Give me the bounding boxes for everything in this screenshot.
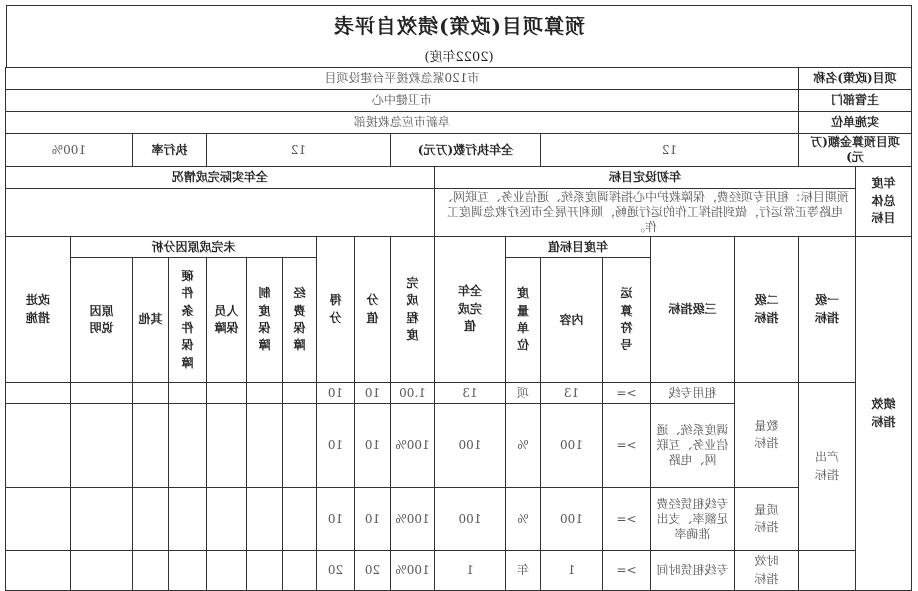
row-score: 10	[316, 404, 354, 488]
row-improve-cell	[5, 551, 70, 591]
row-level3: 调度系统、通信业务、互联网、电路	[650, 404, 734, 488]
row-unit: 项	[505, 383, 540, 404]
row-content: 100	[540, 404, 602, 488]
row-reason-cell	[206, 488, 246, 551]
row-reason-cell	[70, 551, 132, 591]
row-reason-cell	[132, 404, 168, 488]
value-rate: 100%	[5, 134, 132, 167]
row-op: >=	[602, 383, 650, 404]
row-completion: 13	[434, 383, 505, 404]
row-completion: 100	[434, 488, 505, 551]
row-level2: 数量指标	[734, 383, 798, 488]
row-completion: 100	[434, 404, 505, 488]
row-score: 10	[316, 383, 354, 404]
header-reason-system: 制度保障	[246, 258, 282, 383]
row-reason-cell	[132, 383, 168, 404]
header-reason-other: 其他	[132, 258, 168, 383]
row-reason-cell	[168, 488, 206, 551]
value-budget: 12	[540, 134, 798, 167]
label-rate: 执行率	[132, 134, 206, 167]
label-overall-target: 年度总体目标	[856, 167, 912, 237]
row-reason-cell	[132, 488, 168, 551]
row-reason-cell	[282, 551, 316, 591]
row-unit: 年	[505, 551, 540, 591]
row-reason-cell	[246, 404, 282, 488]
label-exec: 全年执行数(万元)	[390, 134, 540, 167]
row-weight: 10	[354, 488, 390, 551]
header-level1: 一级指标	[798, 237, 855, 383]
header-reason-note: 原因说明	[70, 258, 132, 383]
level1-blank	[798, 551, 855, 591]
row-score: 10	[316, 488, 354, 551]
row-weight: 10	[354, 404, 390, 488]
row-content: 1	[540, 551, 602, 591]
label-project-name: 项目(政策)名称	[798, 68, 911, 90]
row-unit: %	[505, 404, 540, 488]
row-reason-cell	[246, 488, 282, 551]
row-reason-cell	[206, 383, 246, 404]
header-unit: 度量单位	[505, 258, 540, 383]
row-reason-cell	[246, 551, 282, 591]
row-degree: 100%	[390, 551, 434, 591]
row-level2: 质量指标	[734, 488, 798, 551]
row-reason-cell	[168, 404, 206, 488]
value-unit: 阜新市应急救援部	[5, 112, 798, 134]
row-reason-cell	[282, 383, 316, 404]
row-reason-cell	[168, 383, 206, 404]
row-level3: 租用专线	[650, 383, 734, 404]
row-reason-cell	[206, 551, 246, 591]
row-degree: 100%	[390, 488, 434, 551]
header-reason-staff: 人员保障	[206, 258, 246, 383]
row-unit: %	[505, 488, 540, 551]
header-reason-funds: 经费保障	[282, 258, 316, 383]
row-op: >=	[602, 488, 650, 551]
row-reason-cell	[206, 404, 246, 488]
header-content: 内容	[540, 258, 602, 383]
actual-text	[5, 189, 434, 237]
row-content: 100	[540, 488, 602, 551]
row-reason-cell	[70, 404, 132, 488]
label-dept: 主管部门	[798, 90, 911, 112]
row-degree: 1.00	[390, 383, 434, 404]
row-reason-cell	[282, 488, 316, 551]
header-weight: 分值	[354, 237, 390, 383]
header-degree: 完成程度	[390, 237, 434, 383]
header-reasons: 未完成原因分析	[70, 237, 316, 258]
row-improve-cell	[5, 404, 70, 488]
row-content: 13	[540, 383, 602, 404]
header-level3: 三级指标	[650, 237, 734, 383]
row-weight: 20	[354, 551, 390, 591]
row-op: >=	[602, 551, 650, 591]
row-level3: 专线租赁经费足额率、支出准确率	[650, 488, 734, 551]
row-score: 20	[316, 551, 354, 591]
row-op: >=	[602, 404, 650, 488]
row-improve-cell	[5, 488, 70, 551]
value-dept: 市卫健中心	[5, 90, 798, 112]
row-completion: 1	[434, 551, 505, 591]
plan-header: 年初设定目标	[434, 167, 855, 189]
label-budget: 项目预算金额(万元)	[798, 134, 911, 167]
evaluation-table	[5, 67, 912, 591]
row-reason-cell	[282, 404, 316, 488]
row-reason-cell	[70, 383, 132, 404]
header-annual-target: 年度目标值	[505, 237, 650, 258]
row-reason-cell	[246, 383, 282, 404]
actual-header: 全年实际完成情况	[5, 167, 434, 189]
header-completion: 全年完成值	[434, 237, 505, 383]
row-degree: 100%	[390, 404, 434, 488]
header-improve: 改进措施	[5, 237, 70, 383]
form-year: (2022年度)	[6, 43, 912, 67]
value-project-name: 市120紧急救援平台建设项目	[5, 68, 798, 90]
row-weight: 10	[354, 383, 390, 404]
header-reason-hardware: 硬件条件保障	[168, 258, 206, 383]
form-title: 预算项目(政策)绩效自评表	[6, 5, 912, 43]
row-reason-cell	[132, 551, 168, 591]
header-op: 运算符号	[602, 258, 650, 383]
value-exec: 12	[206, 134, 390, 167]
row-level3: 专线租赁时间	[650, 551, 734, 591]
label-unit: 实施单位	[798, 112, 911, 134]
row-improve-cell	[5, 383, 70, 404]
header-level2: 二级指标	[734, 237, 798, 383]
row-level2: 时效指标	[734, 551, 798, 591]
row-reason-cell	[70, 488, 132, 551]
label-perf: 绩效指标	[856, 237, 912, 591]
plan-text: 预期目标：租用专项经费，保障救护中心指挥调度系统、通信业务、互联网、电路等正常运行，做到指挥工作的运行通畅，顺利开展全市医疗救急调度工作。	[434, 189, 855, 237]
row-reason-cell	[168, 551, 206, 591]
level1-output: 产出指标	[798, 383, 855, 551]
header-score: 得分	[316, 237, 354, 383]
